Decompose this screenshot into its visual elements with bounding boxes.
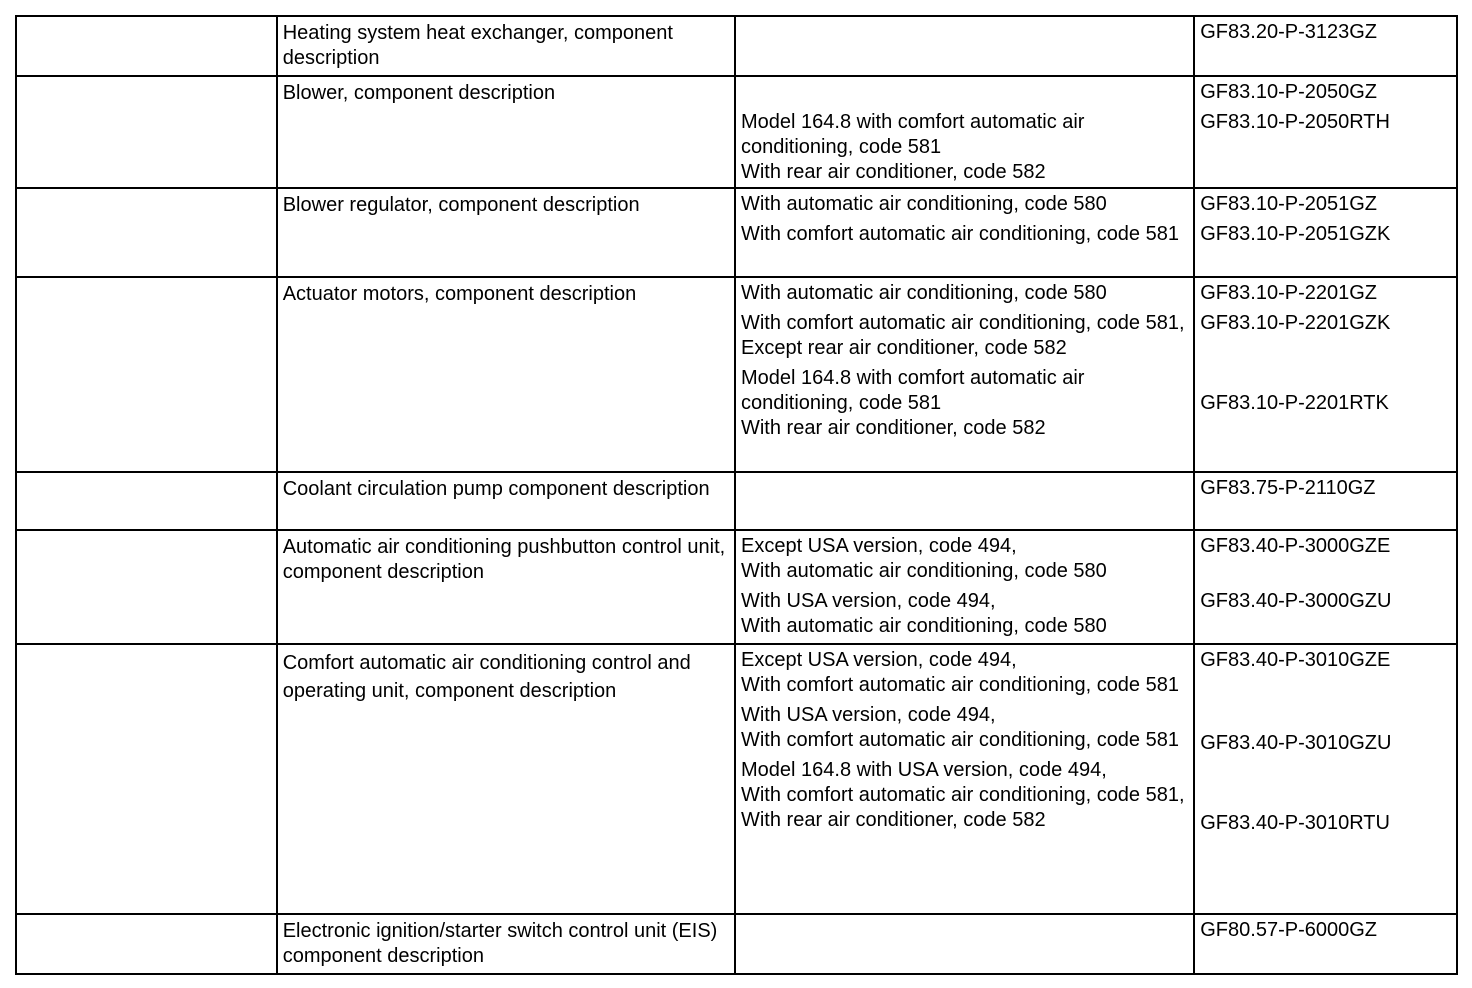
empty-cell (16, 188, 277, 277)
condition-cell (735, 644, 1194, 914)
description-cell: Blower regulator, component description (277, 188, 735, 277)
empty-cell (16, 277, 277, 472)
document-link[interactable]: GF83.40-P-3010RTU (1200, 812, 1390, 834)
condition-cell (735, 914, 1194, 974)
empty-cell (16, 530, 277, 644)
document-link[interactable]: GF83.10-P-2050RTH (1200, 111, 1390, 133)
condition-item: With automatic air conditioning, code 580 (740, 193, 1107, 215)
empty-cell (16, 76, 277, 188)
table-row (16, 188, 1457, 277)
description-cell: Comfort automatic air conditioning control and operating unit, component description (277, 644, 735, 914)
document-link[interactable]: GF83.40-P-3000GZE (1200, 535, 1391, 557)
description-cell: Blower, component description (277, 76, 735, 188)
table-row (16, 16, 1457, 76)
document-cell (1194, 472, 1457, 530)
document-link[interactable]: GF83.40-P-3000GZU (1200, 590, 1392, 612)
table-row (16, 472, 1457, 530)
document-link[interactable]: GF83.10-P-2051GZ (1200, 193, 1377, 215)
condition-item: With comfort automatic air conditioning, code 581 (740, 223, 1179, 245)
table-row (16, 277, 1457, 472)
document-cell (1194, 16, 1457, 76)
document-cell (1194, 188, 1457, 277)
empty-cell (16, 472, 277, 530)
description-cell: Coolant circulation pump component description (277, 472, 735, 530)
condition-item: Except USA version, code 494, With comfort automatic air conditioning, code 581 (740, 649, 1179, 696)
table-row (16, 644, 1457, 914)
table-row (16, 914, 1457, 974)
condition-item: With comfort automatic air conditioning, code 581, Except rear air conditioner, code 582 (740, 312, 1185, 359)
description-cell: Heating system heat exchanger, component description (277, 16, 735, 76)
document-cell (1194, 914, 1457, 974)
condition-cell (735, 530, 1194, 644)
table-row (16, 76, 1457, 188)
condition-cell (735, 16, 1194, 76)
condition-item: Model 164.8 with comfort automatic air conditioning, code 581 With rear air conditioner, code 582 (740, 367, 1085, 439)
empty-cell (16, 16, 277, 76)
document-link[interactable]: GF83.10-P-2201RTK (1200, 392, 1389, 414)
document-link[interactable]: GF83.10-P-2201GZK (1200, 312, 1391, 334)
document-cell (1194, 530, 1457, 644)
condition-item: Model 164.8 with USA version, code 494, With comfort automatic air conditioning, code 581, With rear air conditioner, code 582 (740, 759, 1185, 831)
component-description-table (15, 15, 1458, 975)
document-link[interactable]: GF83.75-P-2110GZ (1200, 477, 1376, 499)
description-cell: Automatic air conditioning pushbutton control unit, component description (277, 530, 735, 644)
condition-item (736, 77, 1193, 107)
document-cell (1194, 76, 1457, 188)
document-cell (1194, 644, 1457, 914)
condition-cell (735, 472, 1194, 530)
description-cell: Electronic ignition/starter switch control unit (EIS) component description (277, 914, 735, 974)
document-link[interactable]: GF83.40-P-3010GZE (1200, 649, 1391, 671)
document-link[interactable]: GF83.10-P-2051GZK (1200, 223, 1391, 245)
condition-item: Except USA version, code 494, With automatic air conditioning, code 580 (740, 535, 1107, 582)
condition-item: With USA version, code 494, With automatic air conditioning, code 580 (740, 590, 1107, 637)
condition-cell (735, 76, 1194, 188)
condition-item: With USA version, code 494, With comfort automatic air conditioning, code 581 (740, 704, 1179, 751)
condition-item: Model 164.8 with comfort automatic air conditioning, code 581 With rear air conditioner, code 582 (740, 111, 1085, 183)
table-row (16, 530, 1457, 644)
document-link[interactable]: GF83.40-P-3010GZU (1200, 732, 1392, 754)
document-link[interactable]: GF80.57-P-6000GZ (1200, 919, 1377, 941)
empty-cell (16, 644, 277, 914)
description-cell: Actuator motors, component description (277, 277, 735, 472)
condition-cell (735, 277, 1194, 472)
document-link[interactable]: GF83.10-P-2050GZ (1200, 81, 1377, 103)
document-link[interactable]: GF83.10-P-2201GZ (1200, 282, 1377, 304)
document-cell (1194, 277, 1457, 472)
condition-cell (735, 188, 1194, 277)
condition-item: With automatic air conditioning, code 580 (740, 282, 1107, 304)
empty-cell (16, 914, 277, 974)
document-link[interactable]: GF83.20-P-3123GZ (1200, 21, 1377, 43)
